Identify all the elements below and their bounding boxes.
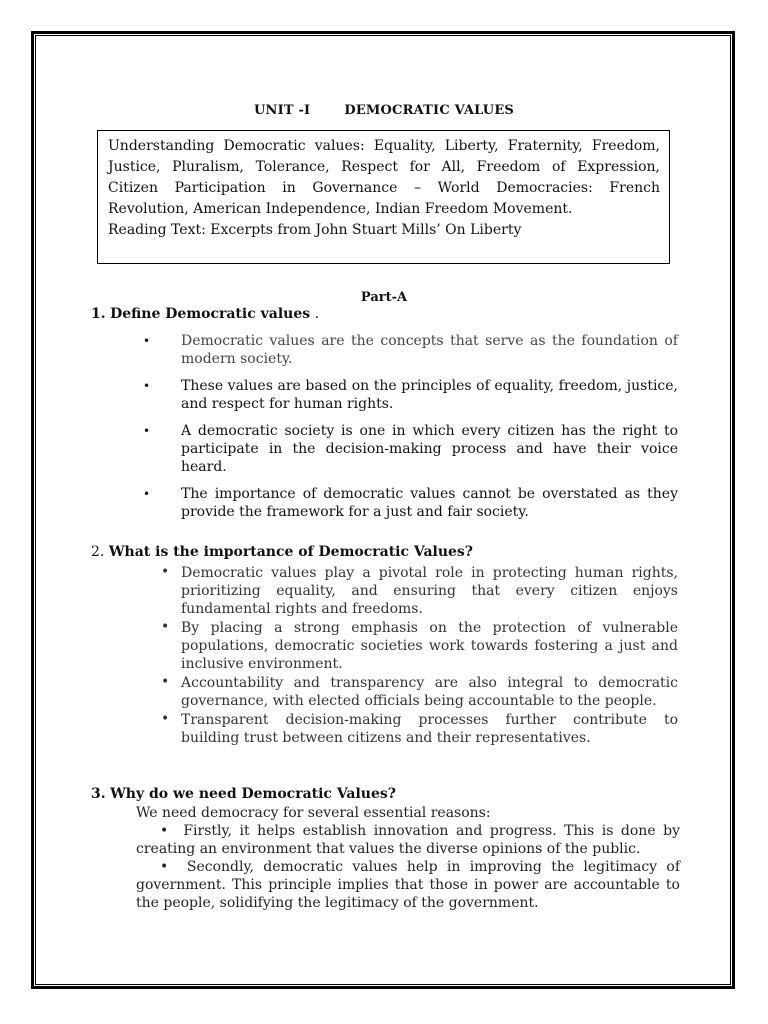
unit-heading: DEMOCRATIC VALUES: [344, 103, 515, 118]
question-3-answer: [136, 804, 680, 912]
list-item: [143, 332, 678, 368]
question-3: [91, 786, 396, 802]
list-item: [161, 564, 678, 618]
bullet-icon: •: [161, 674, 170, 690]
question-1-answers: [143, 332, 678, 530]
bullet-icon: •: [143, 487, 151, 501]
syllabus-line: Citizen Participation in Governance – World Democracies: French: [108, 180, 660, 196]
question-3-number: 3.: [91, 786, 106, 802]
question-1-number: 1.: [91, 306, 106, 322]
list-item: [161, 619, 678, 673]
question-2: [91, 544, 473, 560]
question-2-text: What is the importance of Democratic Values?: [108, 544, 474, 560]
list-item: [143, 485, 678, 521]
question-1-text: Define Democratic values: [110, 306, 311, 322]
bullet-icon: •: [143, 379, 151, 393]
bullet-icon: •: [160, 823, 169, 839]
list-item-text: Democratic values are the concepts that serve as the foundation of modern society.: [181, 333, 678, 367]
question-2-number: 2.: [91, 544, 105, 560]
list-item: [143, 377, 678, 413]
syllabus-line: Understanding Democratic values: Equality, Liberty, Fraternity, Freedom,: [108, 138, 660, 154]
question-3-text: Why do we need Democratic Values?: [110, 786, 396, 802]
bullet-icon: •: [143, 424, 151, 438]
list-item: [143, 422, 678, 476]
list-item: [136, 822, 680, 858]
bullet-icon: •: [161, 711, 170, 727]
list-item-text: These values are based on the principles of equality, freedom, justice, and respect for human rights.: [181, 378, 678, 412]
question-3-intro: We need democracy for several essential reasons:: [136, 805, 491, 821]
list-item-text: Firstly, it helps establish innovation and progress. This is done by creating an environment that values the diverse opinions of the public.: [136, 823, 681, 857]
syllabus-line: Reading Text: Excerpts from John Stuart Mills’ On Liberty: [108, 222, 522, 238]
unit-number: UNIT -I: [253, 103, 311, 118]
unit-title: [0, 103, 768, 118]
question-1: [91, 306, 319, 322]
bullet-icon: •: [161, 564, 170, 580]
list-item-text: The importance of democratic values cannot be overstated as they provide the framework for a just and fair society.: [181, 486, 678, 520]
list-item: [161, 674, 678, 710]
list-item-text: Transparent decision-making processes further contribute to building trust between citizens and their representatives.: [181, 712, 678, 746]
list-item-text: Accountability and transparency are also integral to democratic governance, with elected officials being accountable to the people.: [181, 675, 678, 709]
syllabus-box: [97, 130, 670, 264]
list-item-text: Democratic values play a pivotal role in protecting human rights, prioritizing equality, and ensuring that every citizen enjoys fundamental rights and freedoms.: [181, 565, 678, 617]
question-1-suffix: .: [310, 306, 320, 322]
list-item-text: By placing a strong emphasis on the protection of vulnerable populations, democratic societies work towards fostering a just and inclusive environment.: [181, 620, 678, 672]
list-item-text: Secondly, democratic values help in improving the legitimacy of government. This principle implies that those in power are accountable to the people, solidifying the legitimacy of the government.: [136, 859, 681, 911]
list-item-text: A democratic society is one in which every citizen has the right to participate in the decision-making process and have their voice heard.: [181, 423, 678, 475]
part-label: Part-A: [360, 290, 408, 305]
list-item: [161, 711, 678, 747]
list-item: [136, 858, 680, 912]
question-2-answers: [161, 564, 678, 748]
syllabus-line: Justice, Pluralism, Tolerance, Respect for All, Freedom of Expression,: [108, 159, 660, 175]
bullet-icon: •: [160, 859, 169, 875]
bullet-icon: •: [161, 619, 170, 635]
bullet-icon: •: [143, 334, 151, 348]
syllabus-line: Revolution, American Independence, Indian Freedom Movement.: [108, 201, 573, 217]
